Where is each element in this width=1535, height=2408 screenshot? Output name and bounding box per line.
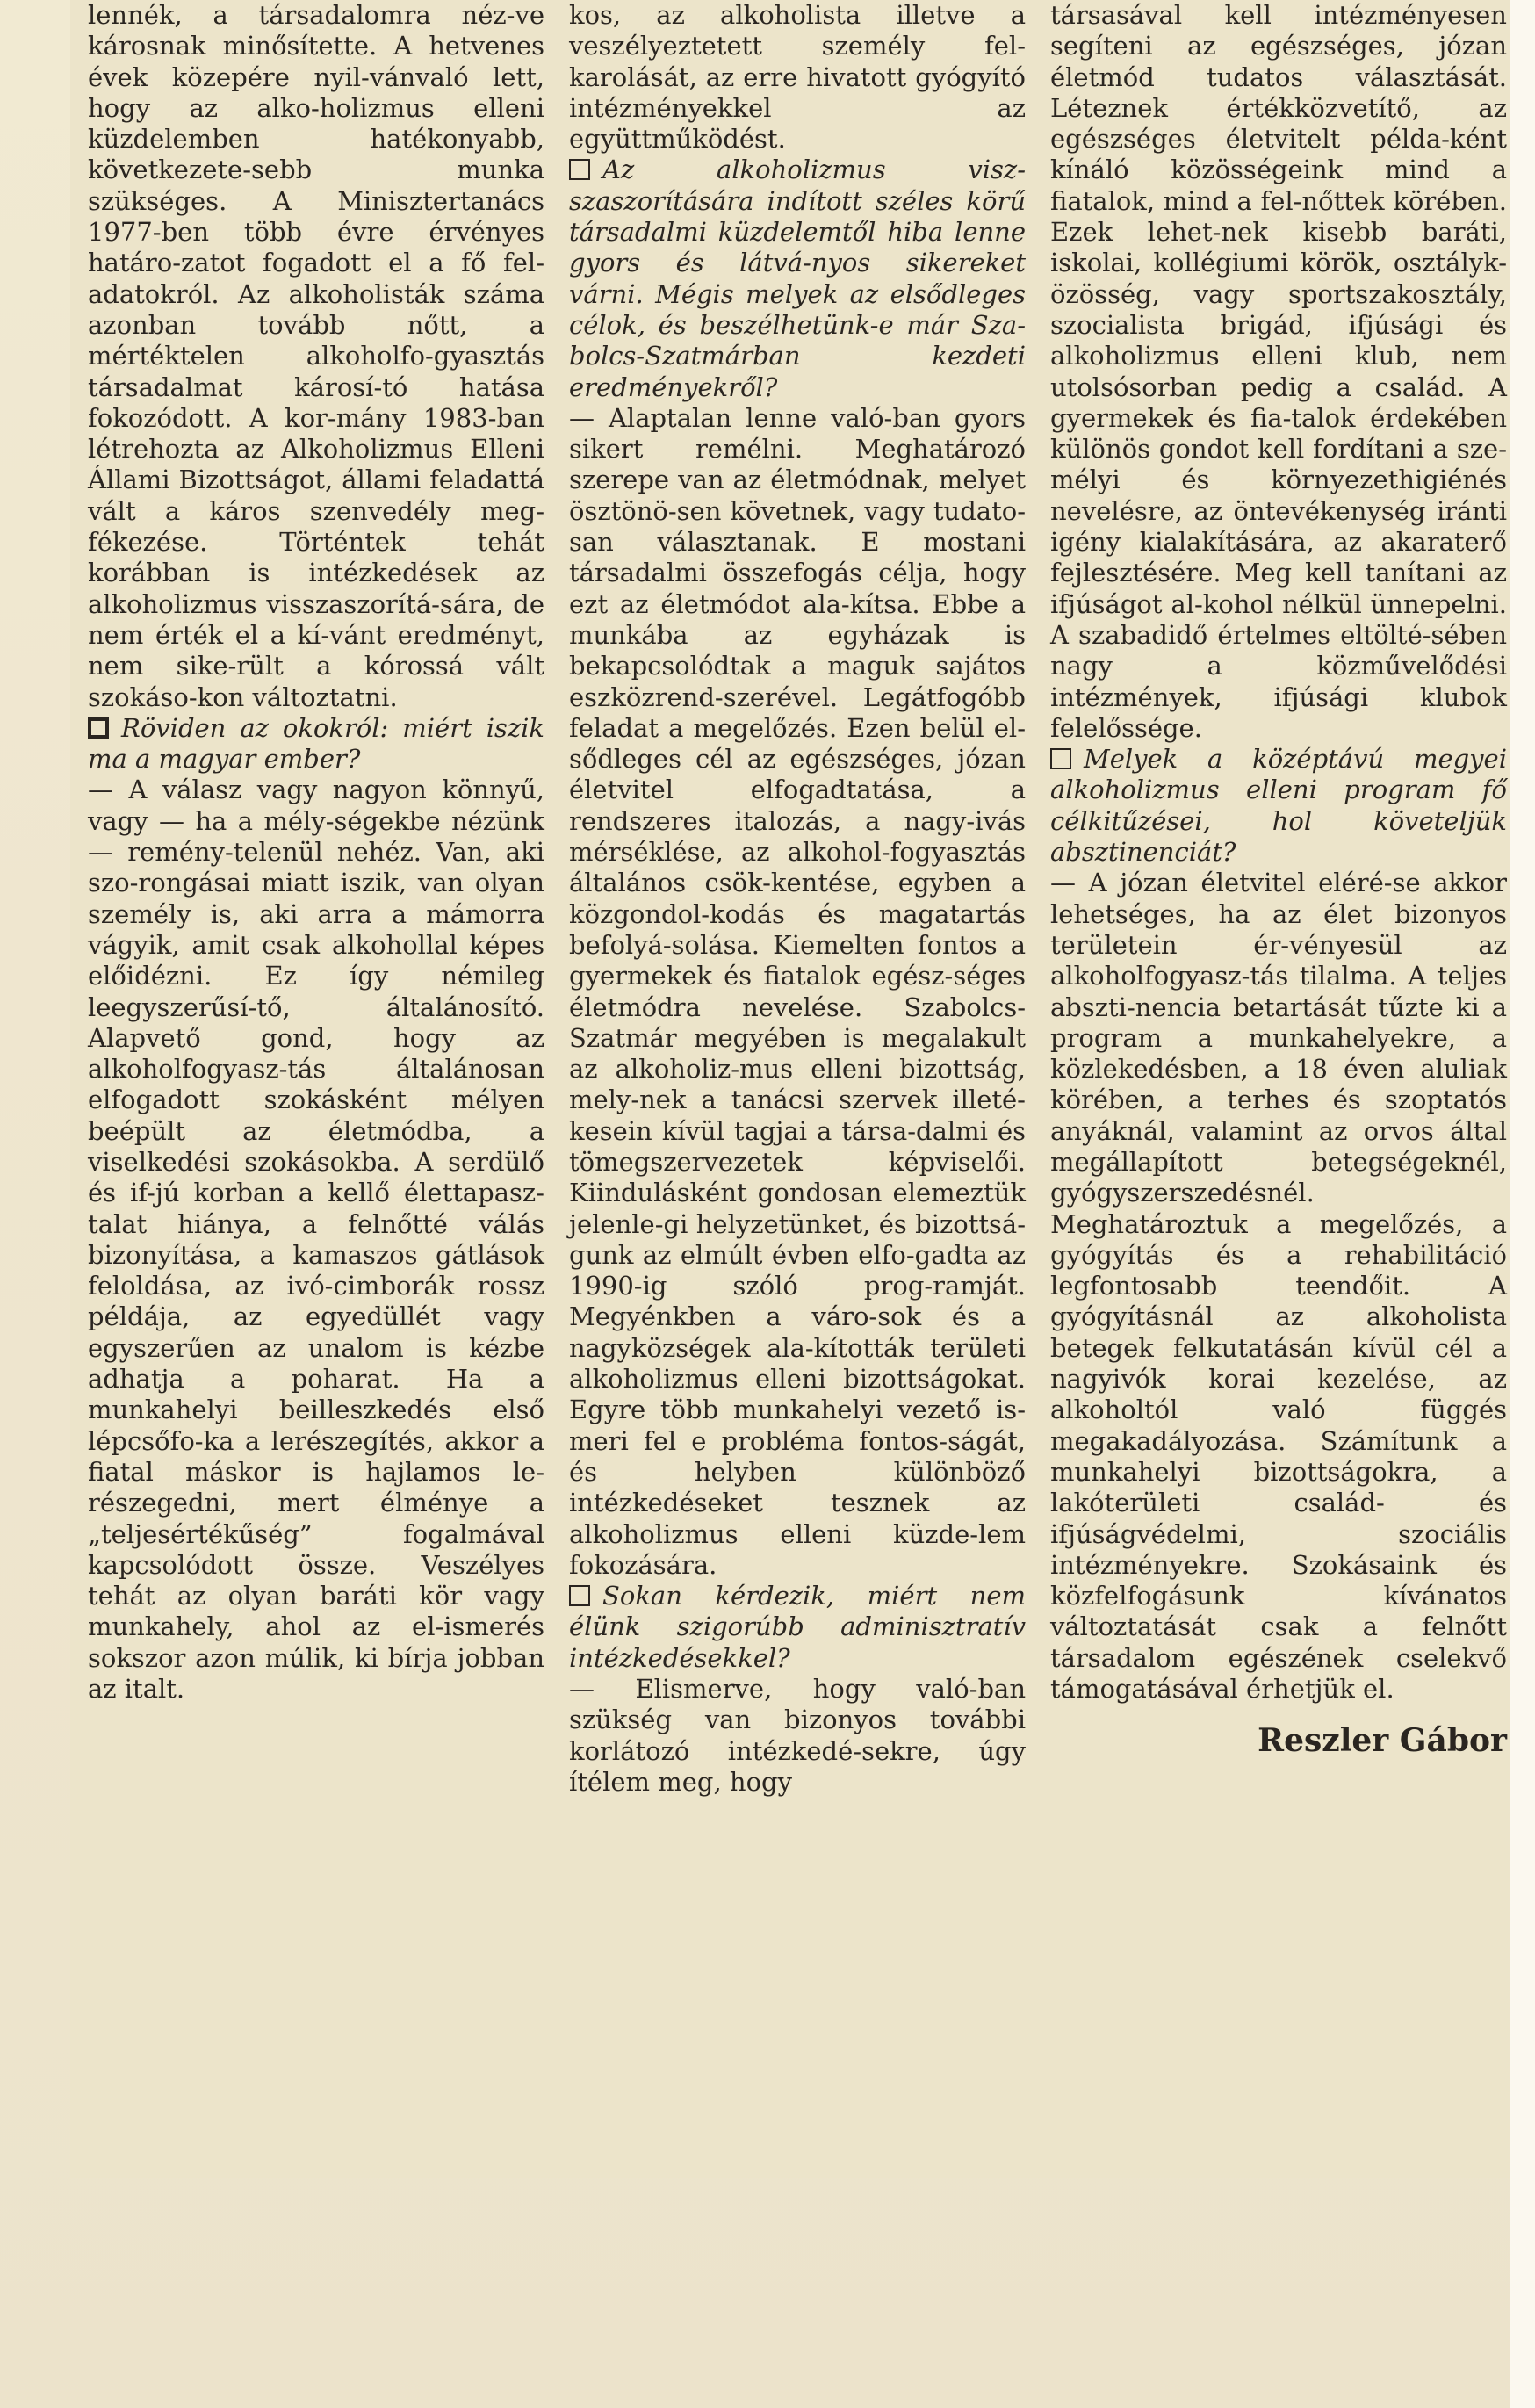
page-edge (1510, 0, 1535, 2408)
paragraph: — A válasz vagy nagyon könnyű, vagy — ha a mély-ségekbe nézünk — remény-telenül nehéz. Van, aki szo-rongásai miatt iszik, van olyan személy is, aki arra a mámorra vágyik, amit csak alkohollal képes előidézni. Ez így némileg leegyszerűsí-tő, általánosító. Alapvető gond, hogy az alkoholfogyasz-tás általánosan elfogadott szokásként mélyen beépült az életmódba, a viselkedési szokásokba. A serdülő és if-jú korban a kellő élettapasz-talat hiánya, a felnőtté válás bizonyítása, a kamaszos gátlások feloldása, az ivó-cimborák rossz példája, az egyedüllét vagy egyszerűen az unalom is kézbe adhatja a poharat. Ha a munkahelyi beilleszkedés első lépcsőfo-ka a lerészegítés, akkor a fiatal máskor is hajlamos le-részegedni, mert élménye a „teljesértékűség” fogalmával kapcsolódott össze. Veszélyes tehát az olyan baráti kör vagy munkahely, ahol az el-ismerés sokszor azon múlik, ki bírja jobban az italt. (88, 775, 544, 1705)
interview-question: Röviden az okokról: miért iszik ma a magyar ember? (88, 712, 544, 775)
checkbox-square-icon (569, 1585, 590, 1606)
paragraph: — Elismerve, hogy való-ban szükség van bizonyos további korlátozó intézkedé-sekre, úgy ítélem meg, hogy (569, 1674, 1026, 1797)
article-column-3 (1050, 0, 1507, 1760)
interview-question: Melyek a középtávú megyei alkoholizmus elleni program fő célkitűzései, hol követeljük absztinenciát? (1050, 744, 1507, 868)
checkbox-square-icon (569, 159, 590, 180)
article-column-1 (88, 0, 544, 1705)
paragraph: lennék, a társadalomra néz-ve károsnak minősítette. A hetvenes évek közepére nyil-vánvaló lett, hogy az alko-holizmus elleni küzdelemben hatékonyabb, következete-sebb munka szükséges. A Minisztertanács 1977-ben több évre érvényes határo-zatot fogadott el a fő fel-adatokról. Az alkoholisták száma azonban tovább nőtt, a mértéktelen alkoholfo-gyasztás társadalmat károsí-tó hatása fokozódott. A kor-mány 1983-ban létrehozta az Alkoholizmus Elleni Állami Bizottságot, állami feladattá vált a káros szenvedély meg-fékezése. Történtek tehát korábban is intézkedések az alkoholizmus visszaszorítá-sára, de nem érték el a kí-vánt eredményt, nem sike-rült a kórossá vált szokáso-kon változtatni. (88, 0, 544, 712)
checkbox-square-icon (88, 717, 109, 739)
checkbox-square-icon (1050, 748, 1071, 769)
paragraph: — A józan életvitel eléré-se akkor lehetséges, ha az élet bizonyos területein ér-vényesül az alkoholfogyasz-tás tilalma. A teljes abszti-nencia betartását tűzte ki a program a munkahelyekre, a közlekedésben, a 18 éven aluliak körében, a terhes és szoptatós anyáknál, valamint az orvos által megállapított betegségeknél, gyógyszerszedésnél. Meghatároztuk a megelőzés, a gyógyítás és a rehabilitáció legfontosabb teendőit. A gyógyításnál az alkoholista betegek felkutatásán kívül cél a nagyivók korai kezelése, az alkoholtól való függés megakadályozása. Számítunk a munkahelyi bizottságokra, a lakóterületi család- és ifjúságvédelmi, szociális intézményekre. Szokásaink és közfelfogásunk kívánatos változtatását csak a felnőtt társadalom egészének cselekvő támogatásával érhetjük el. (1050, 868, 1507, 1705)
interview-question: Az alkoholizmus visz-szaszorítására indított széles körű társadalmi küzdelemtől hiba lenne gyors és látvá-nyos sikereket várni. Mégis melyek az elsődleges célok, és beszélhetünk-e már Sza-bolcs-Szatmárban kezdeti eredményekről? (569, 155, 1026, 402)
article-column-2 (569, 0, 1026, 1798)
paragraph: — Alaptalan lenne való-ban gyors sikert remélni. Meghatározó szerepe van az életmódnak, melyet ösztönö-sen követnek, vagy tudato-san választanak. E mostani társadalmi összefogás célja, hogy ezt az életmódot ala-kítsa. Ebbe a munkába az egyházak is bekapcsolódtak a maguk sajátos eszközrend-szerével. Legátfogóbb feladat a megelőzés. Ezen belül el-sődleges cél az egészséges, józan életvitel elfogadtatása, a rendszeres italozás, a nagy-ivás mérséklése, az alkohol-fogyasztás általános csök-kentése, egyben a közgondol-kodás és magatartás befolyá-solása. Kiemelten fontos a gyermekek és fiatalok egész-séges életmódra nevelése. Szabolcs-Szatmár megyében is megalakult az alkoholiz-mus elleni bizottság, mely-nek a tanácsi szervek illeté-kesein kívül tagjai a társa-dalmi és tömegszervezetek képviselői. Kiindulásként gondosan elemeztük jelenle-gi helyzetünket, és bizottsá-gunk az elmúlt évben elfo-gadta az 1990-ig szóló prog-ramját. Megyénkben a váro-sok és a nagyközségek ala-kították területi alkoholizmus elleni bizottságokat. Egyre több munkahelyi vezető is-meri fel e probléma fontos-ságát, és helyben különböző intézkedéseket tesznek az alkoholizmus elleni küzde-lem fokozására. (569, 402, 1026, 1580)
paragraph: társasával kell intézményesen segíteni az egészséges, józan életmód tudatos választását. Léteznek értékközvetítő, az egészséges életvitelt példa-ként kínáló közösségeink mind a fiatalok, mind a fel-nőttek körében. Ezek lehet-nek kisebb baráti, iskolai, kollégiumi körök, osztályk-özösség, vagy sportszakosztály, szocialista brigád, ifjúsági és alkoholizmus elleni klub, nem utolsósorban pedig a család. A gyermekek és fia-talok érdekében különös gondot kell fordítani a sze-mélyi és környezethigiénés nevelésre, az öntevékenység iránti igény kialakítására, az akaraterő fejlesztésére. Meg kell tanítani az ifjúságot al-kohol nélkül ünnepelni. A szabadidő értelmes eltölté-sében nagy a közművelődési intézmények, ifjúsági klubok felelőssége. (1050, 0, 1507, 743)
interview-question: Sokan kérdezik, miért nem élünk szigorúbb adminisztratív intézkedésekkel? (569, 1581, 1026, 1673)
author-byline: Reszler Gábor (1258, 1722, 1507, 1760)
paragraph: kos, az alkoholista illetve a veszélyeztetett személy fel-karolását, az erre hivatott gyógyító intézményekkel az együttműködést. (569, 0, 1026, 155)
